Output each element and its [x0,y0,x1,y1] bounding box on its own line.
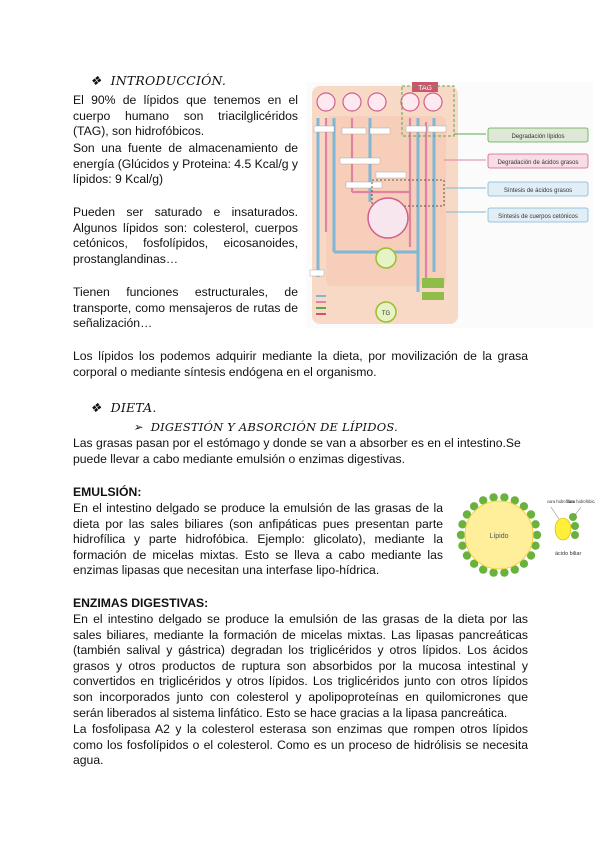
intro-paragraph-5: Los lípidos los podemos adquirir mediante la dieta, por movilización de la grasa corporal o mediante síntesis endógena en el organismo. [73,349,528,379]
diamond-bullet-icon: ❖ [90,400,102,415]
metabolism-diagram [306,82,593,328]
dieta-paragraph: Las grasas pasan por el estómago y donde se van a absorber es en el intestino.Se puede llevar a cabo mediante emulsión o enzimas digestivas. [73,436,521,466]
intro-paragraph-4: Tienen funciones estructurales, de transporte, como mensajeros de rutas de señalización… [73,285,298,331]
enzimas-title: ENZIMAS DIGESTIVAS: [73,596,209,610]
emulsion-paragraph: En el intestino delgado se produce la emulsión de las grasas de la dieta por las sales biliares (son anfipáticas pues presentan parte hidrofílica y parte hidrofóbica. Ejemplo: glicolato), mediante la formación de micelas mixtas. Esto se lleva a cabo mediante las enzimas lipasas que necesitan una interfase lipo-hídrica. [73,501,443,578]
tg-label: TG [381,311,391,317]
bile-salt-head [489,493,497,501]
legend-label-2: Degradación de ácidos grasos [497,160,579,166]
lipid-metabolism-figure [306,82,593,328]
label-hydrophobic: cara hidrofóbica [567,499,595,504]
tag-label: TAG [418,85,432,92]
micelle-diagram [451,489,595,579]
bile-salt-head [533,531,541,539]
arrow-bullet-icon: ➢ [133,420,143,434]
dieta-title: DIETA. [110,400,157,415]
bile-salt-head [500,493,508,501]
bile-salt-head [489,568,497,576]
diamond-bullet-icon: ❖ [90,73,102,88]
legend-label-1: Degradación lípidos [511,134,565,140]
bile-salt-head [500,568,508,576]
intro-heading [90,73,226,88]
label-hydrophilic: cara hidrofílica [547,499,575,504]
micelle-figure [451,489,595,579]
enzimas-paragraph-1: En el intestino delgado se produce la emulsión de las grasas de la dieta por las sales biliares, mediante la formación de micelas mixtas. Las lipasas pancreáticas (también salival y gástrica) degradan los triglicéridos y otros lípidos. Los ácidos grasos y otros productos de ruptura son absorbidos por la mucosa intestinal y convertidos en triglicéridos y otros lípidos. Los triglicéridos junto con otros lípidos son incorporados junto con colesterol y apolipoproteínas en quilomicrones que serán liberados al sistema linfático. Esto se hace gracias a la lipasa pancreática. [73,612,528,720]
dieta-heading [90,400,157,415]
bile-salt-head [457,531,465,539]
intro-paragraph-1: El 90% de lípidos que tenemos en el cuerpo humano son triacilglicéridos (TAG), son hidrofóbicos. [73,93,298,139]
intro-paragraph-2: Son una fuente de almacenamiento de energía (Glúcidos y Proteina: 4.5 Kcal/g y lípidos: 9 Kcal/g) [73,141,298,187]
intro-paragraph-3: Pueden ser saturado e insaturados. Algunos lípidos son: colesterol, cuerpos cetónicos, fosfolípidos, eicosanoides, prostanglandinas… [73,205,298,266]
legend-label-4: Síntesis de cuerpos cetónicos [498,214,578,220]
micelle-center-label: Lípido [489,533,509,540]
emulsion-title: EMULSIÓN: [73,485,142,499]
digestion-subtitle: DIGESTIÓN Y ABSORCIÓN DE LÍPIDOS. [150,420,398,434]
legend-label-3: Síntesis de ácidos grasos [503,188,573,194]
digestion-subheading [133,420,398,434]
label-bile-acid: ácido biliar [555,551,582,557]
intro-title: INTRODUCCIÓN. [110,73,227,88]
enzimas-paragraph-2: La fosfolipasa A2 y la colesterol esterasa son enzimas que rompen otros lípidos como los fosfolípidos o el colesterol. Como es un proceso de hidrólisis se necesita agua. [73,722,528,768]
